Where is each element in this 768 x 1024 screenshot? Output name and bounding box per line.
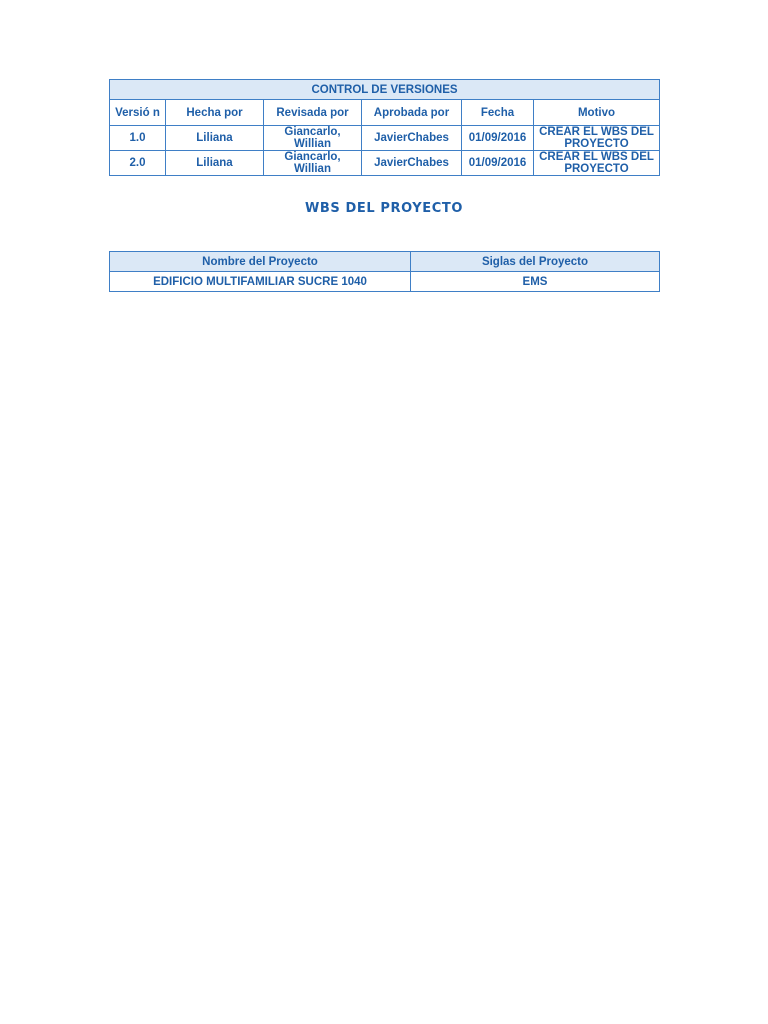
cell-project-name: EDIFICIO MULTIFAMILIAR SUCRE 1040 (110, 272, 411, 292)
section-heading: WBS DEL PROYECTO (304, 201, 464, 216)
version-control-header-row (110, 100, 660, 126)
cell-date: 01/09/2016 (462, 151, 534, 176)
header-project-name: Nombre del Proyecto (110, 252, 411, 272)
header-date: Fecha (462, 100, 534, 126)
cell-reviewed-by: Giancarlo, Willian (264, 151, 362, 176)
header-reviewed-by: Revisada por (264, 100, 362, 126)
version-control-title (110, 80, 660, 100)
cell-made-by: Liliana (166, 151, 264, 176)
header-reason: Motivo (534, 100, 660, 126)
version-control-title-text: CONTROL DE VERSIONES (311, 83, 458, 96)
cell-reason: CREAR EL WBS DEL PROYECTO (534, 151, 660, 176)
cell-made-by: Liliana (166, 126, 264, 151)
project-info-table (109, 251, 660, 292)
cell-approved-by: JavierChabes (362, 126, 462, 151)
cell-version: 1.0 (110, 126, 166, 151)
table-row (110, 151, 660, 176)
cell-reviewed-by: Giancarlo, Willian (264, 126, 362, 151)
cell-reason: CREAR EL WBS DEL PROYECTO (534, 126, 660, 151)
cell-date: 01/09/2016 (462, 126, 534, 151)
cell-project-acronym: EMS (411, 272, 660, 292)
header-version: Versió n (110, 100, 166, 126)
table-row (110, 126, 660, 151)
cell-approved-by: JavierChabes (362, 151, 462, 176)
header-project-acronym: Siglas del Proyecto (411, 252, 660, 272)
version-control-table (109, 79, 660, 176)
cell-version: 2.0 (110, 151, 166, 176)
project-header-row (110, 252, 660, 272)
table-row (110, 272, 660, 292)
header-approved-by: Aprobada por (362, 100, 462, 126)
header-made-by: Hecha por (166, 100, 264, 126)
